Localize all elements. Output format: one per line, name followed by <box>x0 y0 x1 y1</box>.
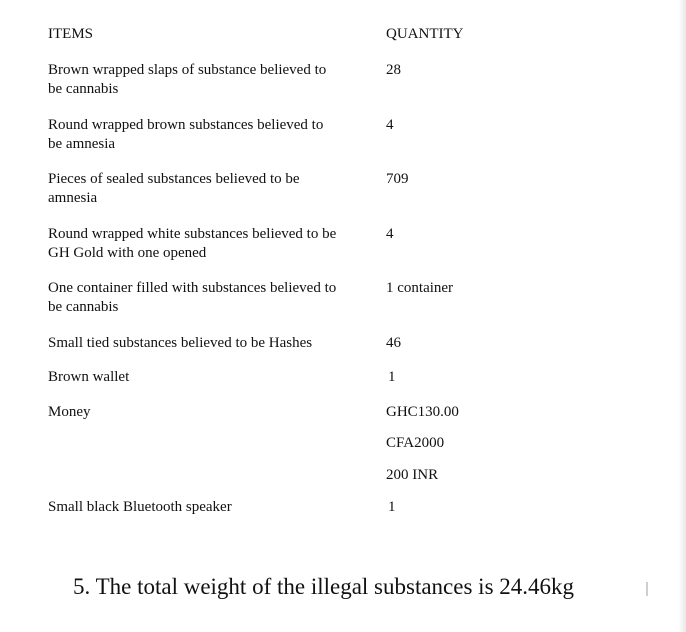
item-quantity: 1 <box>388 369 396 385</box>
page-edge-shadow <box>678 0 686 632</box>
item-quantity: 1 <box>388 498 396 515</box>
item-description <box>48 279 386 317</box>
item-description-line: amnesia <box>48 190 98 206</box>
table-row <box>48 365 488 400</box>
item-description-line: Pieces of sealed substances believed to be <box>48 171 300 187</box>
item-description-line: One container filled with substances believed to <box>48 280 337 296</box>
item-description-line: be amnesia <box>48 135 116 152</box>
item-description-line: Brown wrapped slaps of substance believed to <box>48 62 327 78</box>
item-quantity: 4 <box>386 225 394 242</box>
table-row <box>48 495 488 530</box>
item-quantity: 46 <box>386 334 401 351</box>
table-row-continued <box>48 431 488 463</box>
table-header <box>48 22 488 58</box>
item-quantity: 28 <box>386 62 401 78</box>
quantity-column-header: QUANTITY <box>386 26 464 42</box>
text-cursor-mark <box>646 582 648 596</box>
table-row-continued <box>48 463 488 495</box>
total-weight-statement: 5. The total weight of the illegal substances is 24.46kg <box>73 574 575 599</box>
table-row <box>48 276 488 331</box>
item-description <box>48 225 386 263</box>
item-quantity: 4 <box>386 116 394 133</box>
item-description <box>48 61 386 99</box>
item-description-line: Round wrapped brown substances believed to <box>48 116 324 133</box>
item-description <box>48 116 386 154</box>
table-row <box>48 113 488 168</box>
item-description: Small tied substances believed to be Hashes <box>48 334 313 351</box>
table-row <box>48 167 488 222</box>
table-row <box>48 58 488 113</box>
items-table <box>48 22 488 529</box>
item-description-line: be cannabis <box>48 299 119 315</box>
item-quantity: 1 container <box>386 280 454 296</box>
item-quantity: CFA2000 <box>386 434 445 451</box>
table-row <box>48 400 488 431</box>
item-description: Small black Bluetooth speaker <box>48 498 232 515</box>
table-row <box>48 222 488 277</box>
table-row <box>48 331 488 366</box>
item-quantity: 200 INR <box>386 466 439 483</box>
item-quantity: 709 <box>386 171 409 187</box>
item-description-line: be cannabis <box>48 81 119 97</box>
item-description: Brown wallet <box>48 369 130 385</box>
item-description-line: GH Gold with one opened <box>48 244 207 261</box>
item-quantity: GHC130.00 <box>386 403 459 420</box>
item-description <box>48 170 386 208</box>
item-description-line: Round wrapped white substances believed to be <box>48 225 337 242</box>
items-column-header: ITEMS <box>48 26 93 42</box>
item-description: Money <box>48 403 91 420</box>
